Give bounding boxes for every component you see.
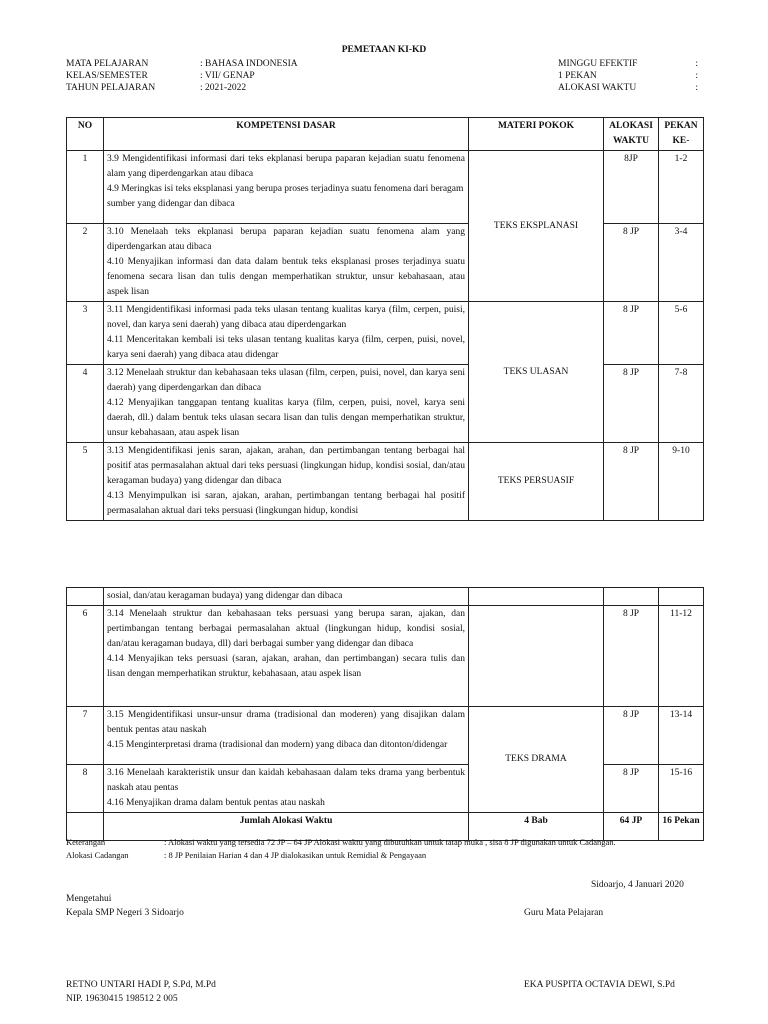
table-row	[67, 365, 704, 443]
kd-item: sumber yang didengar dan dibaca	[107, 199, 235, 209]
row-alokasi: 8 JP	[604, 443, 659, 521]
row-pekan: 9-10	[659, 443, 704, 521]
header-label: MATA PELAJARAN	[66, 59, 149, 69]
kd-item: 4.12 Menyajikan tanggapan tentang kualitas karya (film, cerpen, puisi, novel, karya seni daerah, dll.) dalam bentuk teks ulasan secara lisan dan tulis dengan memperhatikan struktur, unsur kebahasaan, atau aspek lisan	[107, 398, 465, 438]
row-pekan: 13-14	[659, 707, 704, 765]
col-header-pekan: PEKAN KE-	[659, 118, 704, 151]
row-kd	[104, 443, 469, 521]
page-title: PEMETAAN KI-KD	[341, 45, 427, 55]
header-label: TAHUN PELAJARAN	[66, 83, 156, 93]
row-kd-continuation: sosial, dan/atau keragaman budaya) yang didengar dan dibaca	[104, 588, 469, 606]
row-alokasi: 8 JP	[604, 707, 659, 765]
note-value: : Alokasi waktu yang tersedia 72 JP – 64 JP Alokasi waktu yang dibutuhkan untuk tatap muka , sisa 8 JP digunakan untuk Cadangan.	[164, 837, 616, 847]
row-pekan: 1-2	[659, 151, 704, 224]
row-materi: TEKS EKSPLANASI	[469, 151, 604, 302]
row-alokasi: 8 JP	[604, 765, 659, 813]
table-row	[67, 707, 704, 765]
table-row	[67, 765, 704, 813]
header-right	[558, 58, 698, 94]
row-kd	[104, 151, 469, 224]
row-materi-empty	[469, 606, 604, 707]
row-pekan: 5-6	[659, 302, 704, 365]
row-pekan: 11-12	[659, 606, 704, 707]
kd-item: 4.15 Menginterpretasi drama (tradisional dan modern) yang dibaca dan ditonton/didengar	[107, 740, 448, 750]
table-row-continuation	[67, 588, 704, 606]
row-pekan-empty	[659, 588, 704, 606]
row-no: 8	[67, 765, 104, 813]
row-materi-empty	[469, 588, 604, 606]
row-kd	[104, 707, 469, 765]
kd-item: 4.13 Menyimpulkan isi saran, ajakan, arahan, pertimbangan tentang berbagai hal positif permasalahan aktual dari teks persuasi (lingkungan hidup, kondisi	[107, 491, 465, 516]
kd-item: 4.9 Meringkas isi teks eksplanasi yang berupa proses terjadinya suatu fenomena dari beragam	[107, 184, 464, 194]
kd-item: 4.14 Menyajikan teks persuasi (saran, ajakan, arahan, dan pertimbangan) secara tulis dan lisan dengan memperhatikan struktur, kebahasaan, atau aspek lisan	[107, 654, 465, 679]
table-row	[67, 606, 704, 707]
kepala-name: RETNO UNTARI HADI P, S.Pd, M.Pd	[66, 980, 216, 990]
guru-title: Guru Mata Pelajaran	[524, 908, 604, 918]
kd-item: 3.10 Menelaah teks ekplanasi berupa paparan kejadian suatu fenomena alam yang diperdengarkan atau dibaca	[107, 227, 465, 252]
row-alokasi: 8 JP	[604, 302, 659, 365]
row-no: 2	[67, 224, 104, 302]
kd-item: 4.16 Menyajikan drama dalam bentuk pentas atau naskah	[107, 798, 325, 808]
row-materi: TEKS ULASAN	[469, 302, 604, 443]
kd-item: 3.12 Menelaah struktur dan kebahasaan teks ulasan (film, cerpen, puisi, novel, dan karya seni daerah) yang diperdengarkan dan dibaca	[107, 368, 465, 393]
total-materi: 4 Bab	[469, 813, 604, 841]
kd-item: 4.11 Menceritakan kembali isi teks ulasan tentang kualitas karya (film, cerpen, puisi, novel, karya seni daerah) yang dibaca atau didengar	[107, 335, 465, 360]
row-no-empty	[67, 588, 104, 606]
note-label: Alokasi Cadangan	[66, 850, 129, 860]
row-kd	[104, 765, 469, 813]
row-pekan: 15-16	[659, 765, 704, 813]
row-alokasi: 8 JP	[604, 224, 659, 302]
total-label: Jumlah Alokasi Waktu	[104, 813, 469, 841]
row-alokasi-empty	[604, 588, 659, 606]
kepala-title: Kepala SMP Negeri 3 Sidoarjo	[66, 908, 184, 918]
table-row	[67, 443, 704, 521]
kd-item: 3.15 Mengidentifikasi unsur-unsur drama (tradisional dan moderen) yang disajikan dalam bentuk pentas atau naskah	[107, 710, 465, 735]
notes	[66, 836, 756, 862]
kd-table-page1	[66, 117, 704, 521]
kd-item: 3.16 Menelaah karakteristik unsur dan kaidah kebahasaan dalam teks drama yang berbentuk naskah atau pentas	[107, 768, 465, 793]
header-left	[66, 58, 298, 94]
row-kd	[104, 365, 469, 443]
kd-item: 3.14 Menelaah struktur dan kebahasaan teks persuasi yang berupa saran, ajakan, dan pertimbangan tentang berbagai permasalahan aktual (lingkungan hidup, kondisi sosial, dan/atau keragaman budaya, dll) dari berbagai sumber yang didengar dan dibaca	[107, 609, 465, 649]
kd-item: 4.10 Menyajikan informasi dan data dalam bentuk teks eksplanasi proses terjadinya suatu fenomena secara lisan dan tulis dengan memperhatikan struktur, unsur kebahasaan, atau aspek lisan	[107, 257, 465, 297]
kd-item: 3.13 Mengidentifikasi jenis saran, ajakan, arahan, dan pertimbangan tentang berbagai hal positif atas permasalahan aktual dari teks persuasi (lingkungan hidup, kondisi sosial, dan/atau keragaman budaya) yang didengar dan dibaca	[107, 446, 465, 486]
header-label: ALOKASI WAKTU	[558, 83, 637, 93]
header-value: :	[695, 71, 698, 81]
kd-item: 3.9 Mengidentifikasi informasi dari teks ekplanasi berupa paparan kejadian suatu fenomena alam yang diperdengarkan atau dibaca	[107, 154, 465, 179]
col-header-no: NO	[67, 118, 104, 151]
table-row	[67, 151, 704, 224]
header-label: MINGGU EFEKTIF	[558, 59, 638, 69]
total-alokasi: 64 JP	[604, 813, 659, 841]
row-no: 7	[67, 707, 104, 765]
col-header-materi: MATERI POKOK	[469, 118, 604, 151]
note-label: Keterangan	[66, 837, 106, 847]
row-no: 5	[67, 443, 104, 521]
table-row	[67, 302, 704, 365]
row-no: 1	[67, 151, 104, 224]
row-pekan: 7-8	[659, 365, 704, 443]
header-label: KELAS/SEMESTER	[66, 71, 148, 81]
row-alokasi: 8 JP	[604, 365, 659, 443]
header-label: 1 PEKAN	[558, 71, 597, 81]
row-alokasi: 8JP	[604, 151, 659, 224]
row-kd	[104, 224, 469, 302]
row-alokasi: 8 JP	[604, 606, 659, 707]
kepala-nip: NIP. 19630415 198512 2 005	[66, 994, 178, 1004]
header-value: :	[695, 59, 698, 69]
col-header-kd: KOMPETENSI DASAR	[104, 118, 469, 151]
row-kd	[104, 302, 469, 365]
header-value: :	[695, 83, 698, 93]
row-no: 3	[67, 302, 104, 365]
row-no: 6	[67, 606, 104, 707]
header-value: : BAHASA INDONESIA	[200, 59, 298, 69]
place-date: Sidoarjo, 4 Januari 2020	[591, 880, 684, 890]
kd-item: 3.11 Mengidentifikasi informasi pada teks ulasan tentang kualitas karya (film, cerpen, puisi, novel, dan karya seni daerah) yang dibaca atau diperdengarkan	[107, 305, 465, 330]
row-materi: TEKS DRAMA	[469, 707, 604, 813]
header-value: : 2021-2022	[200, 83, 247, 93]
row-materi: TEKS PERSUASIF	[469, 443, 604, 521]
row-pekan: 3-4	[659, 224, 704, 302]
kd-table-page2	[66, 587, 704, 841]
note-value: : 8 JP Penilaian Harian 4 dan 4 JP dialokasikan untuk Remidial & Pengayaan	[164, 850, 427, 860]
col-header-alokasi: ALOKASI WAKTU	[604, 118, 659, 151]
total-pekan: 16 Pekan	[659, 813, 704, 841]
guru-name: EKA PUSPITA OCTAVIA DEWI, S.Pd	[524, 980, 675, 990]
table-row	[67, 224, 704, 302]
header-value: : VII/ GENAP	[200, 71, 255, 81]
row-kd	[104, 606, 469, 707]
row-no: 4	[67, 365, 104, 443]
mengetahui-label: Mengetahui	[66, 894, 112, 904]
